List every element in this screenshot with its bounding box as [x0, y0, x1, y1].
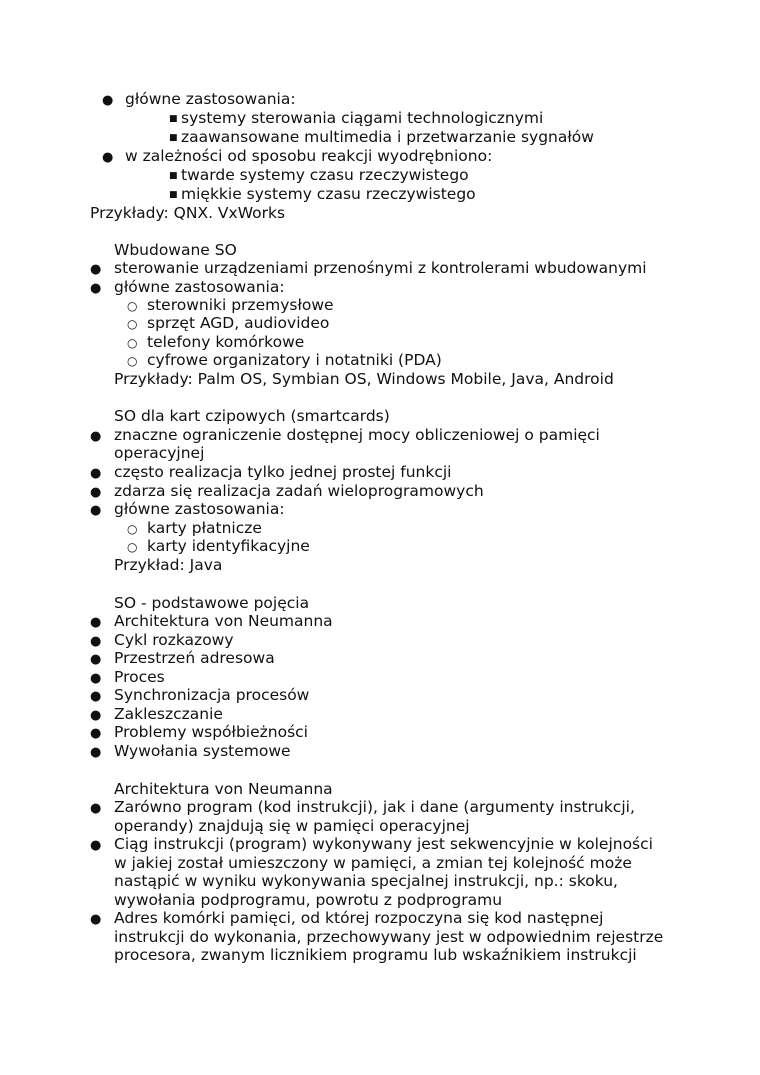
- list-item: Synchronizacja procesów: [114, 686, 310, 704]
- text-line: Przykład: Java: [114, 556, 223, 574]
- bullet-icon: ●: [90, 801, 102, 816]
- section-heading: SO - podstawowe pojęcia: [114, 594, 310, 612]
- square-bullet-icon: ■: [169, 171, 178, 181]
- text-line: główne zastosowania:: [125, 90, 296, 108]
- text-line: zdarza się realizacja zadań wieloprogramowych: [114, 482, 484, 500]
- text-line: cyfrowe organizatory i notatniki (PDA): [147, 351, 442, 369]
- bullet-icon: ●: [90, 485, 102, 500]
- bullet-icon: ●: [90, 466, 102, 481]
- text-line: Zarówno program (kod instrukcji), jak i dane (argumenty instrukcji,: [114, 798, 635, 816]
- bullet-icon: ●: [90, 615, 102, 630]
- list-item: Przestrzeń adresowa: [114, 649, 275, 667]
- text-line: karty identyfikacyjne: [147, 537, 310, 555]
- text-line: główne zastosowania:: [114, 500, 285, 518]
- bullet-icon: ●: [90, 708, 102, 723]
- bullet-icon: ●: [102, 150, 114, 165]
- bullet-icon: ●: [90, 726, 102, 741]
- bullet-icon: ●: [90, 652, 102, 667]
- text-line: instrukcji do wykonania, przechowywany jest w odpowiednim rejestrze: [114, 928, 664, 946]
- text-line: w jakiej został umieszczony w pamięci, a zmian tej kolejność może: [114, 854, 632, 872]
- bullet-icon: ●: [90, 745, 102, 760]
- bullet-icon: ●: [90, 262, 102, 277]
- circle-bullet-icon: ○: [127, 317, 138, 331]
- square-bullet-icon: ■: [169, 114, 178, 124]
- list-item: Cykl rozkazowy: [114, 631, 234, 649]
- square-bullet-icon: ■: [169, 190, 178, 200]
- bullet-icon: ●: [90, 429, 102, 444]
- section-heading: Architektura von Neumanna: [114, 780, 333, 798]
- circle-bullet-icon: ○: [127, 540, 138, 554]
- text-line: główne zastosowania:: [114, 278, 285, 296]
- bullet-icon: ●: [90, 912, 102, 927]
- section-heading: SO dla kart czipowych (smartcards): [114, 407, 390, 425]
- bullet-icon: ●: [90, 838, 102, 853]
- list-item: Architektura von Neumanna: [114, 612, 333, 630]
- text-line: telefony komórkowe: [147, 333, 305, 351]
- bullet-icon: ●: [90, 689, 102, 704]
- bullet-icon: ●: [90, 503, 102, 518]
- text-line: w zależności od sposobu reakcji wyodrębniono:: [125, 147, 493, 165]
- section-heading: Wbudowane SO: [114, 241, 237, 259]
- circle-bullet-icon: ○: [127, 354, 138, 368]
- text-line: twarde systemy czasu rzeczywistego: [181, 166, 469, 184]
- circle-bullet-icon: ○: [127, 299, 138, 313]
- text-line: Przykłady: Palm OS, Symbian OS, Windows Mobile, Java, Android: [114, 370, 614, 388]
- square-bullet-icon: ■: [169, 133, 178, 143]
- bullet-icon: ●: [90, 281, 102, 296]
- text-line: często realizacja tylko jednej prostej funkcji: [114, 463, 452, 481]
- text-line: znaczne ograniczenie dostępnej mocy obliczeniowej o pamięci: [114, 426, 600, 444]
- text-line: miękkie systemy czasu rzeczywistego: [181, 185, 476, 203]
- circle-bullet-icon: ○: [127, 336, 138, 350]
- text-line: sterowniki przemysłowe: [147, 296, 334, 314]
- list-item: Problemy współbieżności: [114, 723, 308, 741]
- text-line: operandy) znajdują się w pamięci operacyjnej: [114, 817, 470, 835]
- text-line: operacyjnej: [114, 444, 205, 462]
- text-line: procesora, zwanym licznikiem programu lub wskaźnikiem instrukcji: [114, 946, 637, 964]
- text-line: systemy sterowania ciągami technologicznymi: [181, 109, 544, 127]
- text-line: Ciąg instrukcji (program) wykonywany jest sekwencyjnie w kolejności: [114, 835, 653, 853]
- bullet-icon: ●: [102, 93, 114, 108]
- text-line: zaawansowane multimedia i przetwarzanie sygnałów: [181, 128, 594, 146]
- list-item: Proces: [114, 668, 165, 686]
- text-line: sterowanie urządzeniami przenośnymi z kontrolerami wbudowanymi: [114, 259, 647, 277]
- bullet-icon: ●: [90, 671, 102, 686]
- list-item: Zakleszczanie: [114, 705, 223, 723]
- text-line: karty płatnicze: [147, 519, 262, 537]
- list-item: Wywołania systemowe: [114, 742, 291, 760]
- text-line: Przykłady: QNX. VxWorks: [90, 204, 286, 222]
- text-line: Adres komórki pamięci, od której rozpoczyna się kod następnej: [114, 909, 604, 927]
- bullet-icon: ●: [90, 634, 102, 649]
- text-line: nastąpić w wyniku wykonywania specjalnej instrukcji, np.: skoku,: [114, 872, 618, 890]
- circle-bullet-icon: ○: [127, 522, 138, 536]
- text-line: wywołania podprogramu, powrotu z podprogramu: [114, 891, 503, 909]
- text-line: sprzęt AGD, audiovideo: [147, 314, 330, 332]
